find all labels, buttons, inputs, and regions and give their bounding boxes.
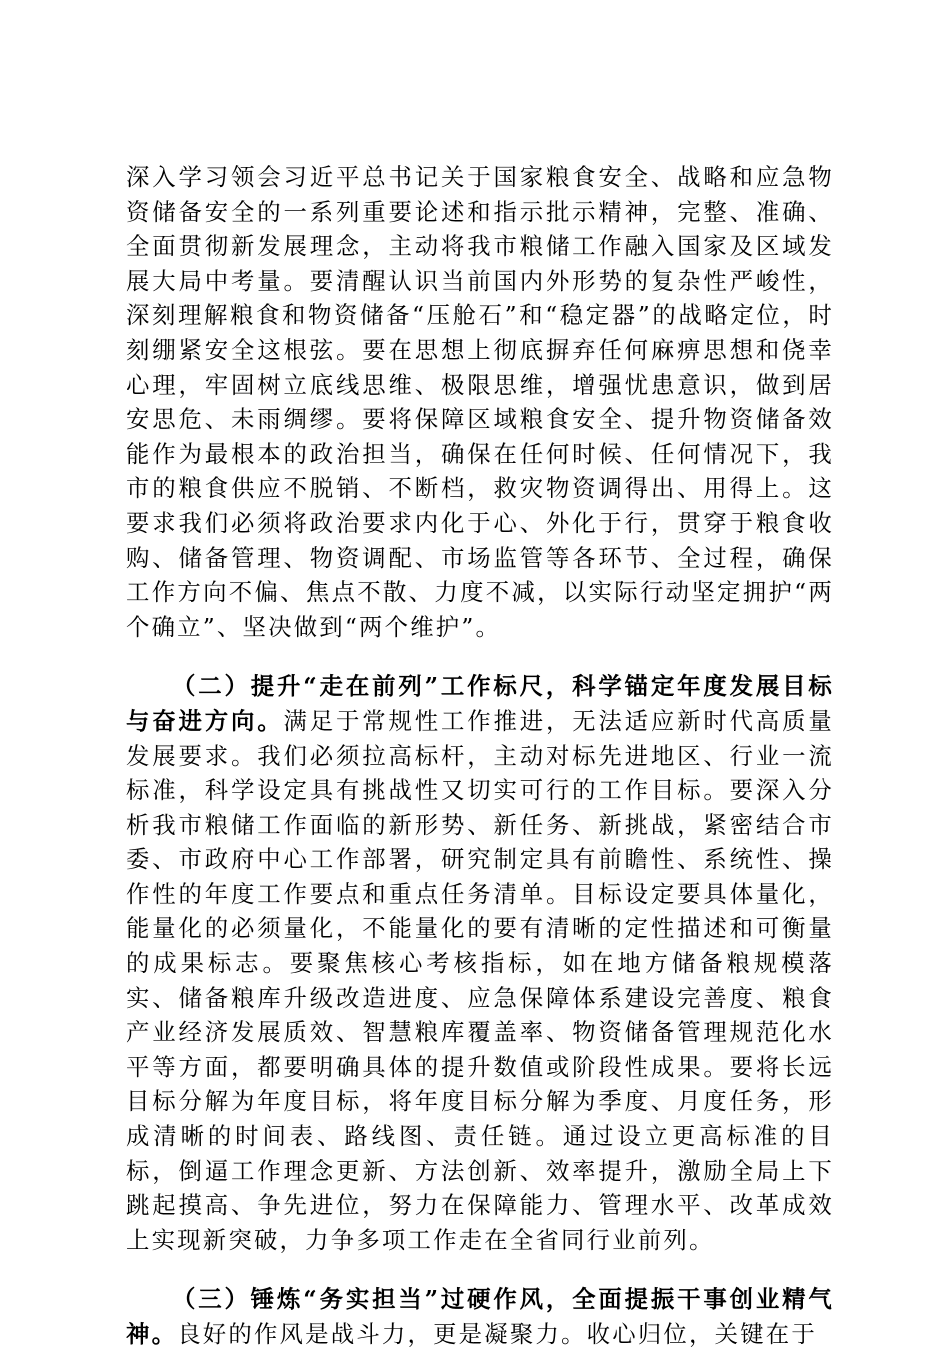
paragraph-2-body: 满足于常规性工作推进，无法适应新时代高质量发展要求。我们必须拉高标杆，主动对标先进地区、行业一流标准，科学设定具有挑战性又切实可行的工作目标。要深入分析我市粮储工作面临的新形势、新任务、新挑战，紧密结合市委、市政府中心工作部署，研究制定具有前瞻性、系统性、操作性的年度工作要点和重点任务清单。目标设定要具体量化，能量化的必须量化，不能量化的要有清晰的定性描述和可衡量的成果标志。要聚焦核心考核指标，如在地方储备粮规模落实、储备粮库升级改造进度、应急保障体系建设完善度、粮食产业经济发展质效、智慧粮库覆盖率、物资储备管理规范化水平等方面，都要明确具体的提升数值或阶段性成果。要将长远目标分解为年度目标，将年度目标分解为季度、月度任务，形成清晰的时间表、路线图、责任链。通过设立更高标准的目标，倒逼工作理念更新、方法创新、效率提升，激励全局上下跳起摸高、争先进位，努力在保障能力、管理水平、改革成效上实现新突破，力争多项工作走在全省同行业前列。 xyxy=(126,706,834,1254)
document-page xyxy=(126,160,834,1352)
paragraph-2 xyxy=(126,669,834,1257)
paragraph-1 xyxy=(126,160,834,644)
paragraph-1-body: 深入学习领会习近平总书记关于国家粮食安全、战略和应急物资储备安全的一系列重要论述和指示批示精神，完整、准确、全面贯彻新发展理念，主动将我市粮储工作融入国家及区域发展大局中考量。要清醒认识当前国内外形势的复杂性严峻性，深刻理解粮食和物资储备“压舱石”和“稳定器”的战略定位，时刻绷紧安全这根弦。要在思想上彻底摒弃任何麻痹思想和侥幸心理，牢固树立底线思维、极限思维，增强忧患意识，做到居安思危、未雨绸缪。要将保障区域粮食安全、提升物资储备效能作为最根本的政治担当，确保在任何时候、任何情况下，我市的粮食供应不脱销、不断档，救灾物资调得出、用得上。这要求我们必须将政治要求内化于心、外化于行，贯穿于粮食收购、储备管理、物资调配、市场监管等各环节、全过程，确保工作方向不偏、焦点不散、力度不减，以实际行动坚定拥护“两个确立”、坚决做到“两个维护”。 xyxy=(126,163,834,641)
paragraph-3 xyxy=(126,1282,834,1351)
section-3-heading: （三）锤炼“务实担当”过硬作风，全面提振干事创业精气神。 xyxy=(126,1285,834,1348)
section-2-heading: （二）提升“走在前列”工作标尺，科学锚定年度发展目标与奋进方向。 xyxy=(126,672,834,735)
paragraph-3-body: 良好的作风是战斗力，更是凝聚力。收心归位，关键在于 xyxy=(177,1320,817,1348)
